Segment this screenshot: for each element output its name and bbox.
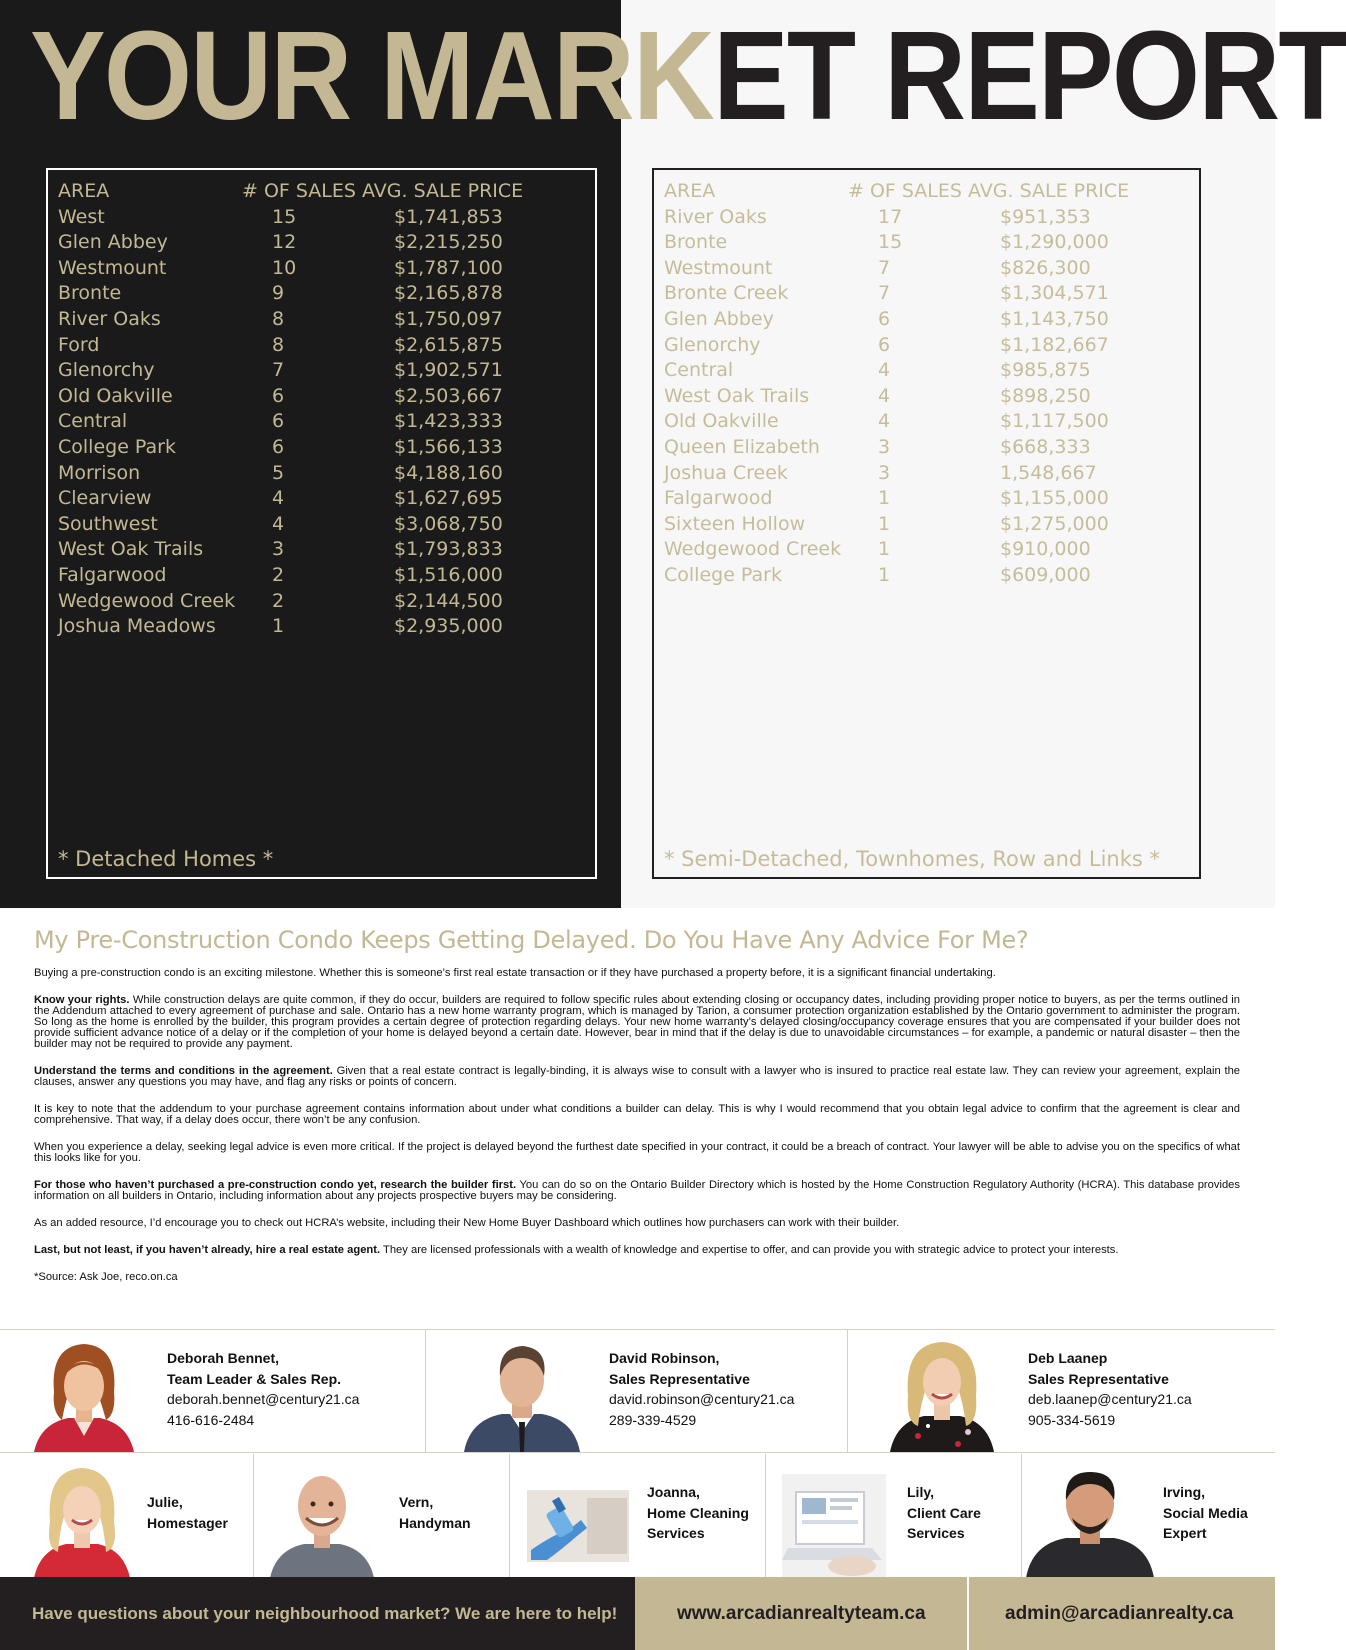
price-cell: $1,566,133 xyxy=(394,435,503,458)
table-row xyxy=(664,512,1184,538)
sales-cell: 6 xyxy=(272,435,285,458)
member-role: Homestager xyxy=(147,1514,228,1531)
area-cell: Wedgewood Creek xyxy=(58,589,236,612)
sales-cell: 17 xyxy=(878,205,903,228)
area-cell: Sixteen Hollow xyxy=(664,512,806,535)
price-cell: $3,068,750 xyxy=(394,512,503,535)
member-photo xyxy=(888,1336,996,1452)
area-cell: Glen Abbey xyxy=(58,231,168,254)
sales-cell: 7 xyxy=(878,282,891,305)
detached-table xyxy=(58,179,578,640)
col-header-price: AVG. SALE PRICE xyxy=(968,180,1130,202)
area-cell: College Park xyxy=(58,435,176,458)
sales-cell: 2 xyxy=(272,589,285,612)
paragraph-lead: Know your rights. xyxy=(34,994,130,1006)
page-title xyxy=(30,5,1346,146)
price-cell: $2,165,878 xyxy=(394,282,503,305)
member-name: Deborah Bennet, xyxy=(167,1350,280,1366)
col-header-sales: # OF SALES xyxy=(848,180,962,202)
area-cell: Glen Abbey xyxy=(664,307,774,330)
member-role: Handyman xyxy=(399,1514,471,1531)
paragraph-text: While construction delays are quite common, if they do occur, builders are required to follow specific rules about extending closing or occupancy dates, including providing proper notice to buyers, as per the terms outlined in the Addendum attached to every agreement of purchase and sale. Ontario has a new home warranty program, which is managed by Tarion, a consumer protection organization established by the Ontario government to administer the program. So long as the home is enrolled by the builder, this program provides a certain degree of protection regarding delays. Your new home warranty’s delayed closing/occupancy coverage ensures that you are compensated if your builder does not provide sufficient advance notice of a delay or if the completion of your home is delayed beyond a certain date. However, bear in mind that if the delay is due to unavoidable circumstances – for example, a pandemic or natural disaster – then the builder may not be required to provide any payment. xyxy=(34,994,1241,1050)
sales-cell: 10 xyxy=(272,256,297,279)
sales-cell: 6 xyxy=(878,307,891,330)
table-row xyxy=(664,230,1184,256)
member-name: Joanna, xyxy=(647,1484,700,1500)
price-cell: $1,275,000 xyxy=(1000,512,1109,535)
sales-cell: 15 xyxy=(272,205,297,228)
article-paragraph xyxy=(34,1180,1240,1202)
price-cell: $609,000 xyxy=(1000,563,1091,586)
table-row xyxy=(58,614,578,640)
price-cell: $668,333 xyxy=(1000,435,1091,458)
price-cell: $1,750,097 xyxy=(394,307,503,330)
member-role-2: Services xyxy=(647,1525,705,1541)
footer-website-link[interactable]: www.arcadianrealtyteam.ca xyxy=(677,1603,926,1624)
support-member-card xyxy=(510,1454,765,1578)
semi-table xyxy=(664,179,1184,589)
member-email[interactable]: deb.laanep@century21.ca xyxy=(1028,1391,1192,1407)
area-cell: Falgarwood xyxy=(664,487,773,510)
paragraph-lead: For those who haven’t purchased a pre-construction condo yet, research the builder first. xyxy=(34,1179,517,1191)
price-cell: $1,290,000 xyxy=(1000,231,1109,254)
member-name: Irving, xyxy=(1163,1484,1206,1500)
table-row xyxy=(664,256,1184,282)
member-role: Sales Representative xyxy=(1028,1370,1169,1387)
area-cell: River Oaks xyxy=(58,307,161,330)
paragraph-text: *Source: Ask Joe, reco.on.ca xyxy=(34,1271,178,1283)
table-row xyxy=(664,563,1184,589)
table-row xyxy=(664,384,1184,410)
semi-detached-panel xyxy=(652,168,1201,879)
member-photo xyxy=(782,1474,886,1578)
price-cell: $1,741,853 xyxy=(394,205,503,228)
table-row xyxy=(58,461,578,487)
area-cell: Glenorchy xyxy=(58,359,155,382)
footer-website-block xyxy=(635,1577,967,1650)
table-row xyxy=(664,537,1184,563)
paragraph-lead: Last, but not least, if you haven’t already, hire a real estate agent. xyxy=(34,1244,381,1256)
sales-cell: 3 xyxy=(878,435,891,458)
sales-cell: 12 xyxy=(272,231,297,254)
price-cell: $1,304,571 xyxy=(1000,282,1109,305)
paragraph-text: You can do so on the Ontario Builder Directory which is hosted by the Home Construction Regulatory Authority (HCRA). This database provides information on all builders in Ontario, including information about any projects prospective buyers may be considering. xyxy=(34,1179,1240,1202)
table-row xyxy=(58,384,578,410)
detached-table-header xyxy=(58,179,578,205)
sales-cell: 4 xyxy=(272,487,285,510)
member-role: Social Media xyxy=(1163,1504,1248,1521)
support-member-card xyxy=(0,1454,253,1578)
table-row xyxy=(664,333,1184,359)
article-paragraph xyxy=(34,1142,1240,1164)
sales-cell: 4 xyxy=(272,512,285,535)
price-cell: $1,793,833 xyxy=(394,538,503,561)
price-cell: $910,000 xyxy=(1000,538,1091,561)
article-heading: My Pre-Construction Condo Keeps Getting Delayed. Do You Have Any Advice For Me? xyxy=(34,926,1029,954)
col-header-area: AREA xyxy=(58,180,110,202)
member-photo xyxy=(34,1464,130,1578)
article-paragraph xyxy=(34,1245,1240,1256)
sales-cell: 8 xyxy=(272,307,285,330)
article-paragraph xyxy=(34,1272,1240,1283)
semi-rows xyxy=(664,205,1184,589)
price-cell: $2,503,667 xyxy=(394,384,503,407)
price-cell: $1,423,333 xyxy=(394,410,503,433)
table-row xyxy=(664,307,1184,333)
area-cell: Falgarwood xyxy=(58,563,167,586)
member-info xyxy=(647,1482,749,1544)
member-name: Lily, xyxy=(907,1484,934,1500)
area-cell: West xyxy=(58,205,105,228)
area-cell: Joshua Meadows xyxy=(58,615,216,638)
semi-footnote: * Semi-Detached, Townhomes, Row and Links * xyxy=(664,847,1161,871)
col-header-price: AVG. SALE PRICE xyxy=(362,180,524,202)
article-paragraph xyxy=(34,968,1240,979)
footer-email-link[interactable]: admin@arcadianrealty.ca xyxy=(1005,1603,1234,1624)
paragraph-text: Buying a pre-construction condo is an exciting milestone. Whether this is someone’s first real estate transaction or if they have purchased a property before, it is a significant financial undertaking. xyxy=(34,967,996,979)
footer-bar xyxy=(0,1577,1275,1650)
paragraph-text: They are licensed professionals with a wealth of knowledge and expertise to offer, and can provide you with strategic advice to protect your interests. xyxy=(380,1244,1119,1256)
sales-cell: 7 xyxy=(878,256,891,279)
team-support-row xyxy=(0,1454,1275,1578)
table-row xyxy=(58,281,578,307)
price-cell: $1,155,000 xyxy=(1000,487,1109,510)
member-info xyxy=(1028,1348,1192,1430)
price-cell: $1,117,500 xyxy=(1000,410,1109,433)
price-cell: $2,144,500 xyxy=(394,589,503,612)
area-cell: Ford xyxy=(58,333,100,356)
article-paragraph xyxy=(34,1066,1240,1088)
member-info xyxy=(147,1492,228,1533)
support-member-card xyxy=(254,1454,509,1578)
area-cell: Old Oakville xyxy=(58,384,173,407)
table-row xyxy=(664,358,1184,384)
price-cell: $898,250 xyxy=(1000,384,1091,407)
member-role-2: Services xyxy=(907,1525,965,1541)
area-cell: Bronte xyxy=(58,282,122,305)
price-cell: $2,935,000 xyxy=(394,615,503,638)
sales-cell: 4 xyxy=(878,359,891,382)
table-row xyxy=(58,512,578,538)
member-photo xyxy=(1026,1464,1154,1578)
member-role: Team Leader & Sales Rep. xyxy=(167,1370,342,1387)
footer-tagline-block xyxy=(0,1577,635,1650)
price-cell: $1,627,695 xyxy=(394,487,503,510)
team-section xyxy=(0,1329,1275,1577)
area-cell: Bronte Creek xyxy=(664,282,789,305)
sales-cell: 8 xyxy=(272,333,285,356)
member-info xyxy=(399,1492,471,1533)
semi-table-header xyxy=(664,179,1184,205)
article-paragraph xyxy=(34,995,1240,1050)
title-gold-part: YOUR MARK xyxy=(30,5,714,146)
article-paragraph xyxy=(34,1218,1240,1229)
price-cell: $985,875 xyxy=(1000,359,1091,382)
price-cell: $951,353 xyxy=(1000,205,1091,228)
member-role: Sales Representative xyxy=(609,1370,750,1387)
sales-cell: 6 xyxy=(272,410,285,433)
member-name: Julie, xyxy=(147,1494,183,1510)
footer-email-block xyxy=(969,1577,1275,1650)
sales-cell: 1 xyxy=(878,538,891,561)
sales-cell: 1 xyxy=(878,487,891,510)
table-row xyxy=(58,435,578,461)
price-cell: $1,902,571 xyxy=(394,359,503,382)
table-row xyxy=(58,230,578,256)
table-row xyxy=(664,409,1184,435)
member-phone[interactable]: 289-339-4529 xyxy=(609,1411,697,1428)
member-email[interactable]: david.robinson@century21.ca xyxy=(609,1391,795,1407)
member-info xyxy=(907,1482,981,1544)
member-name: Deb Laanep xyxy=(1028,1350,1108,1366)
area-cell: Queen Elizabeth xyxy=(664,435,820,458)
table-row xyxy=(664,435,1184,461)
table-row xyxy=(664,486,1184,512)
article-paragraph xyxy=(34,1104,1240,1126)
table-row xyxy=(58,358,578,384)
area-cell: Wedgewood Creek xyxy=(664,538,842,561)
team-member-card xyxy=(848,1330,1275,1452)
member-photo xyxy=(270,1464,374,1578)
sales-cell: 9 xyxy=(272,282,285,305)
member-info xyxy=(167,1348,359,1430)
area-cell: Westmount xyxy=(664,256,773,279)
support-member-card xyxy=(766,1454,1021,1578)
member-name: David Robinson, xyxy=(609,1350,720,1366)
sales-cell: 7 xyxy=(272,359,285,382)
sales-cell: 4 xyxy=(878,384,891,407)
member-info xyxy=(609,1348,794,1430)
price-cell: $2,215,250 xyxy=(394,231,503,254)
member-info xyxy=(1163,1482,1248,1544)
sales-cell: 6 xyxy=(878,333,891,356)
area-cell: Bronte xyxy=(664,231,728,254)
title-dark-part: ET REPORT xyxy=(713,5,1346,146)
area-cell: Clearview xyxy=(58,487,152,510)
table-row xyxy=(58,486,578,512)
col-header-area: AREA xyxy=(664,180,716,202)
support-member-card xyxy=(1022,1454,1275,1578)
price-cell: $1,787,100 xyxy=(394,256,503,279)
sales-cell: 4 xyxy=(878,410,891,433)
team-member-card xyxy=(426,1330,847,1452)
team-member-card xyxy=(0,1330,425,1452)
table-row xyxy=(58,205,578,231)
advice-article xyxy=(34,926,1240,1299)
price-cell: 1,548,667 xyxy=(1000,461,1097,484)
paragraph-lead: Understand the terms and conditions in the agreement. xyxy=(34,1065,333,1077)
member-role: Home Cleaning xyxy=(647,1504,749,1521)
detached-homes-panel xyxy=(46,168,597,879)
table-row xyxy=(664,281,1184,307)
table-row xyxy=(58,537,578,563)
member-role: Client Care xyxy=(907,1504,981,1521)
table-row xyxy=(58,256,578,282)
sales-cell: 1 xyxy=(272,615,285,638)
area-cell: Glenorchy xyxy=(664,333,761,356)
area-cell: West Oak Trails xyxy=(664,384,810,407)
area-cell: Morrison xyxy=(58,461,141,484)
member-photo xyxy=(462,1336,582,1452)
area-cell: Westmount xyxy=(58,256,167,279)
paragraph-text: As an added resource, I’d encourage you to check out HCRA’s website, including their New Home Buyer Dashboard which outlines how purchasers can work with their builder. xyxy=(34,1217,900,1229)
member-phone[interactable]: 416-616-2484 xyxy=(167,1411,255,1428)
table-row xyxy=(664,205,1184,231)
sales-cell: 3 xyxy=(878,461,891,484)
price-cell: $1,516,000 xyxy=(394,563,503,586)
area-cell: Joshua Creek xyxy=(664,461,788,484)
paragraph-text: Given that a real estate contract is legally-binding, it is always wise to consult with a lawyer who is insured to practice real estate law. They can review your agreement, explain the clauses, answer any questions you may have, and flag any risks or points of concern. xyxy=(34,1065,1241,1088)
price-cell: $2,615,875 xyxy=(394,333,503,356)
price-cell: $826,300 xyxy=(1000,256,1091,279)
sales-cell: 1 xyxy=(878,512,891,535)
footer-tagline: Have questions about your neighbourhood market? We are here to help! xyxy=(32,1604,618,1623)
member-photo xyxy=(527,1490,629,1562)
member-photo xyxy=(30,1336,138,1452)
area-cell: Central xyxy=(664,359,734,382)
price-cell: $4,188,160 xyxy=(394,461,503,484)
table-row xyxy=(58,333,578,359)
member-phone[interactable]: 905-334-5619 xyxy=(1028,1411,1116,1428)
area-cell: Old Oakville xyxy=(664,410,779,433)
paragraph-text: It is key to note that the addendum to your purchase agreement contains information about under what conditions a builder can delay. This is why I would recommend that you obtain legal advice to confirm that the agreement is clear and comprehensive. That way, if a delay does occur, there won’t be any confusion. xyxy=(34,1103,1240,1126)
sales-cell: 6 xyxy=(272,384,285,407)
area-cell: College Park xyxy=(664,563,782,586)
sales-cell: 2 xyxy=(272,563,285,586)
area-cell: Central xyxy=(58,410,128,433)
area-cell: West Oak Trails xyxy=(58,538,204,561)
sales-cell: 5 xyxy=(272,461,285,484)
paragraph-text: When you experience a delay, seeking legal advice is even more critical. If the project is delayed beyond the furthest date specified in your contract, it could be a breach of contract. Your lawyer will be able to advise you on the specifics of what this looks like for you. xyxy=(34,1141,1240,1164)
table-row xyxy=(58,589,578,615)
article-body xyxy=(34,968,1240,1283)
member-name: Vern, xyxy=(399,1494,434,1510)
sales-cell: 1 xyxy=(878,563,891,586)
col-header-sales: # OF SALES xyxy=(242,180,356,202)
price-cell: $1,143,750 xyxy=(1000,307,1109,330)
team-main-row xyxy=(0,1330,1275,1453)
table-row xyxy=(58,307,578,333)
table-row xyxy=(58,409,578,435)
sales-cell: 3 xyxy=(272,538,285,561)
table-row xyxy=(58,563,578,589)
detached-footnote: * Detached Homes * xyxy=(58,847,274,871)
area-cell: Southwest xyxy=(58,512,158,535)
member-role-2: Expert xyxy=(1163,1525,1207,1541)
table-row xyxy=(664,461,1184,487)
price-cell: $1,182,667 xyxy=(1000,333,1109,356)
member-email[interactable]: deborah.bennet@century21.ca xyxy=(167,1391,360,1407)
sales-cell: 15 xyxy=(878,231,903,254)
detached-rows xyxy=(58,205,578,640)
area-cell: River Oaks xyxy=(664,205,767,228)
